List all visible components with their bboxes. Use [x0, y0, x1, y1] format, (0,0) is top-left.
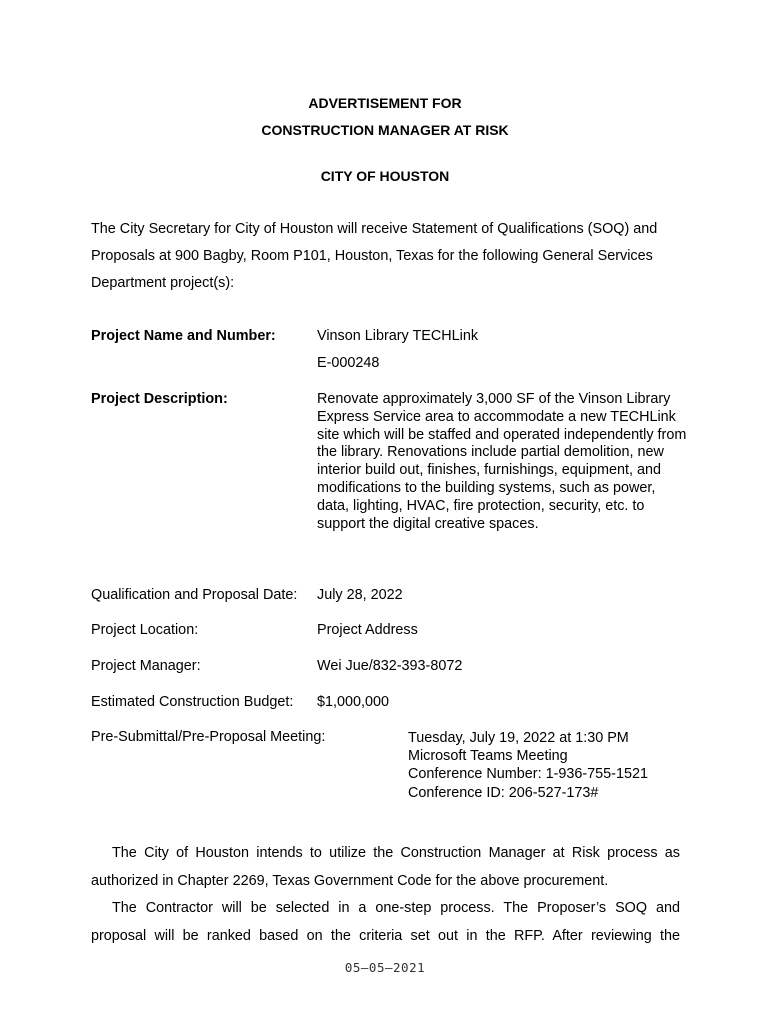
- closing-p1-line-1: The City of Houston intends to utilize the Construction Manager at Risk process as: [112, 845, 680, 861]
- manager-label: Project Manager:: [91, 658, 201, 674]
- closing-p2-line-2: proposal will be ranked based on the criteria set out in the RFP. After reviewing the: [91, 928, 680, 944]
- project-name-label: Project Name and Number:: [91, 328, 276, 344]
- project-name-value: Vinson Library TECHLink: [317, 328, 479, 344]
- location-value: Project Address: [317, 622, 418, 638]
- heading-line-2: CONSTRUCTION MANAGER AT RISK: [261, 122, 509, 138]
- heading-line-1: ADVERTISEMENT FOR: [308, 95, 462, 111]
- budget-value: $1,000,000: [317, 694, 390, 710]
- meeting-line-3: Conference Number: 1-936-755-1521: [408, 766, 648, 783]
- closing-p1-line-2: authorized in Chapter 2269, Texas Government Code for the above procurement.: [91, 873, 609, 889]
- budget-label: Estimated Construction Budget:: [91, 694, 294, 710]
- city-heading: CITY OF HOUSTON: [320, 168, 450, 184]
- meeting-details: [408, 729, 648, 802]
- manager-value: Wei Jue/832-393-8072: [317, 658, 463, 674]
- project-description-label: Project Description:: [91, 391, 228, 407]
- footer-date: 05–05–2021: [344, 960, 426, 975]
- date-value: July 28, 2022: [317, 587, 403, 603]
- intro-line-2: Proposals at 900 Bagby, Room P101, Houston, Texas for the following General Services: [91, 248, 653, 264]
- meeting-line-2: Microsoft Teams Meeting: [408, 748, 568, 765]
- intro-line-1: The City Secretary for City of Houston will receive Statement of Qualifications (SOQ) and: [91, 221, 658, 237]
- intro-line-3: Department project(s):: [91, 275, 235, 291]
- project-number-value: E-000248: [317, 355, 380, 371]
- closing-p2-line-1: The Contractor will be selected in a one-step process. The Proposer’s SOQ and: [112, 900, 680, 916]
- meeting-line-4: Conference ID: 206-527-173#: [408, 784, 599, 801]
- meeting-label: Pre-Submittal/Pre-Proposal Meeting:: [91, 729, 326, 745]
- meeting-line-1: Tuesday, July 19, 2022 at 1:30 PM: [408, 730, 629, 746]
- project-description-value: Renovate approximately 3,000 SF of the Vinson Library Express Service area to accommodate a new TECHLink site which will be staffed and operated independently from the library. Renovations include partial demolition, new interior build out, finishes, furnishings, equipment, and modifications to the building systems, such as power, data, lighting, HVAC, fire protection, security, etc. to support the digital creative spaces.: [317, 391, 687, 532]
- date-label: Qualification and Proposal Date:: [91, 587, 298, 603]
- location-label: Project Location:: [91, 622, 199, 638]
